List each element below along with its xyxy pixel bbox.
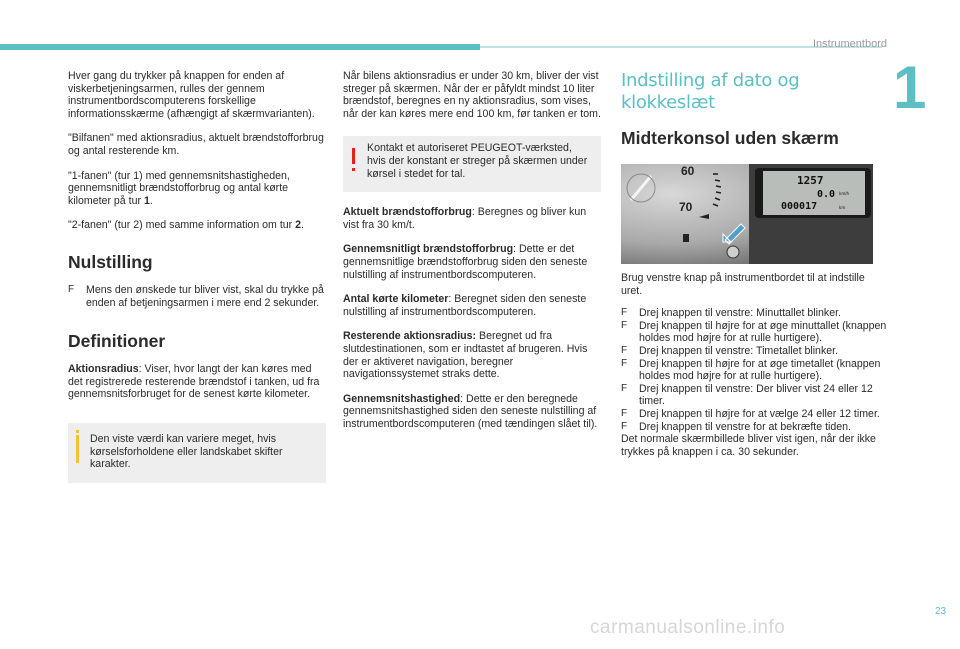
caption-knob: Brug venstre knap på instrumentbordet til at indstille uret. [621, 272, 865, 297]
paragraph-dashes: Når bilens aktionsradius er under 30 km, bliver der vist streger på skærmen. Når der er påfyldt mindst 10 liter brændstof, beregnes en ny aktionsradius, som vises, når der kan køres mere end 100 km, før tanken er tom. [343, 70, 601, 120]
paragraph-car-tab: "Bilfanen" med aktionsradius, aktuelt brændstofforbrug og antal resterende km. [68, 132, 324, 157]
step-item: F Drej knappen til venstre for at bekræfte tiden. [621, 420, 851, 433]
bullet-icon: F [621, 307, 628, 319]
speed-label-70: 70 [679, 200, 693, 214]
watermark: carmanualsonline.info [590, 617, 786, 638]
section-heading-date-time: Indstilling af dato og klokkeslæt [621, 70, 800, 113]
info-icon [76, 435, 79, 463]
bullet-icon: F [68, 283, 75, 295]
heading-reset: Nulstilling [68, 251, 153, 272]
fuel-icon [683, 234, 689, 242]
step-item: F Drej knappen til højre for at øge minuttallet (knappen holdes mod højre for at rulle hurtigere). [621, 319, 887, 345]
reset-bullet: F Mens den ønskede tur bliver vist, skal du trykke på enden af betjeningsarmen i mere end 2 sekunder. [68, 283, 324, 309]
info-icon-dot [76, 430, 79, 433]
section-title: Instrumentbord [813, 38, 887, 50]
step-item: F Drej knappen til venstre: Der bliver vist 24 eller 12 timer. [621, 382, 873, 408]
bullet-icon: F [621, 382, 628, 394]
paragraph-trip2: "2-fanen" (tur 2) med samme information om tur 2. [68, 219, 304, 232]
step-item: F Drej knappen til højre for at øge timetallet (knappen holdes mod højre for at rulle hurtigere). [621, 357, 881, 383]
page-number: 23 [935, 606, 947, 617]
bullet-icon: F [621, 420, 628, 432]
chapter-number: 1 [893, 54, 927, 121]
display-middle-value: 0.0 [817, 189, 836, 200]
step-item: F Drej knappen til højre for at vælge 24 eller 12 timer. [621, 407, 880, 420]
paragraph-trip1: "1-fanen" (tur 1) med gennemsnitshastigheden, gennemsnitligt brændstofforbrug og antal kørte kilometer på tur 1. [68, 169, 290, 207]
def-average-speed: Gennemsnitshastighed: Dette er den beregnede gennemsnitshastighed siden den seneste nulstilling af instrumentbordscomputeren (med tændingen slået til). [343, 392, 598, 430]
warning-note: Kontakt et autoriseret PEUGEOT-værksted, hvis der konstant er streger på skærmen under kørsel i stedet for tal. [343, 136, 601, 192]
header-accent-bar [0, 44, 480, 50]
subheading-console: Midterkonsol uden skærm [621, 128, 839, 148]
step-item: F Drej knappen til venstre: Timetallet blinker. [621, 344, 839, 357]
display-time: 1257 [797, 174, 824, 187]
bullet-icon: F [621, 407, 628, 419]
heading-definitions: Definitioner [68, 331, 166, 352]
instrument-panel-illustration [621, 164, 873, 264]
def-average-consumption: Gennemsnitligt brændstofforbrug: Dette er det gennemsnitlige brændstofforbrug siden den seneste nulstilling af instrumentbordscomputeren. [343, 243, 588, 281]
info-note: Den viste værdi kan variere meget, hvis kørselsforholdene eller landskabet skifter karakter. [68, 423, 326, 483]
paragraph-range-definition: Aktionsradius: Viser, hvor langt der kan køres med det registrerede resterende brændstof i tanken, ud fra gennemsnitsforbruget for de senest kørte kilometer. [68, 363, 320, 401]
steps-list [621, 307, 887, 433]
adjust-knob-icon [727, 246, 739, 258]
bullet-icon: F [621, 357, 628, 369]
column-right [621, 70, 887, 470]
step-item: F Drej knappen til venstre: Minuttallet blinker. [621, 307, 841, 320]
display-odometer: 000017 [781, 201, 818, 212]
speed-label-60: 60 [681, 164, 695, 178]
def-remaining-range: Resterende aktionsradius: Beregnet ud fra slutdestinationen, som er indtastet af brugeren. Hvis der er aktiveret navigation, beregner navigationssystemet straks dette. [343, 330, 588, 381]
display-unit-distance: km [839, 205, 846, 210]
column-left [68, 70, 326, 483]
bullet-icon: F [621, 319, 628, 331]
paragraph-final-note: Det normale skærmbillede bliver vist igen, når der ikke trykkes på knappen i ca. 30 sekunder. [621, 433, 876, 458]
instrument-panel-photo [621, 164, 873, 264]
bullet-icon: F [621, 344, 628, 356]
paragraph-intro: Hver gang du trykker på knappen for enden af viskerbetjeningsarmen, rulles der gennem instrumentbordscomputerens forskellige informationsskærme (afhængigt af skærmvarianten). [68, 70, 315, 120]
display-unit-speed: km/h [839, 191, 850, 196]
def-current-consumption: Aktuelt brændstofforbrug: Beregnes og bliver kun vist fra 30 km/t. [343, 206, 587, 231]
warning-icon [352, 148, 355, 164]
column-middle [343, 70, 601, 442]
def-distance: Antal kørte kilometer: Beregnet siden den seneste nulstilling af instrumentbordscomputeren. [343, 293, 587, 318]
warning-icon-dot [352, 168, 355, 171]
